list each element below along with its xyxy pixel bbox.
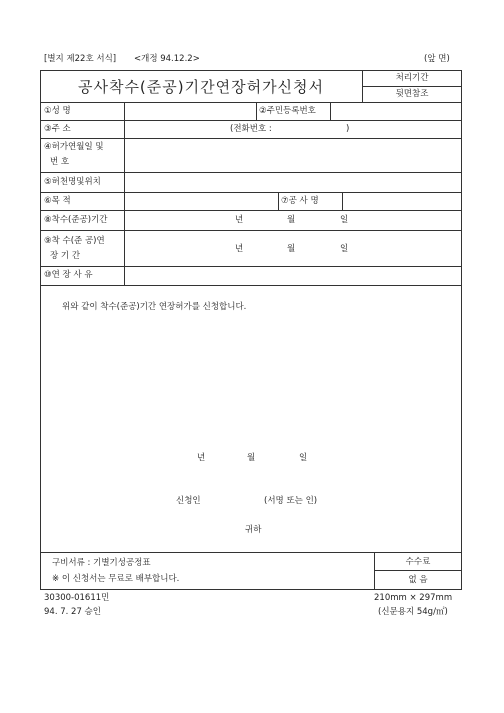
phone-close: ) [346,124,350,134]
period-day: 일 [340,215,349,225]
purpose-label: ⑥목 적 [44,196,71,206]
date-year: 년 [197,453,206,463]
processing-label: 처리기간 [395,73,429,83]
row5-divider-a [278,192,279,210]
paper-size: 210mm × 297mm [374,593,453,603]
notice-text: ※ 이 신청서는 무료로 배부합니다. [52,574,180,584]
row1-divider-a [256,102,257,120]
row8-line [40,285,462,286]
site-label: ⑤허천명및위치 [44,177,101,187]
period-year: 년 [235,215,244,225]
fee-line [374,570,462,571]
title-bottom-line [40,102,462,103]
page-side: (앞 면) [424,54,450,64]
recipient-label: 귀하 [245,525,262,535]
permit-number-label: 번 호 [50,157,70,167]
row1-divider-b [330,102,331,120]
extension-label: ⑨착 수(준 공)연 [44,236,105,246]
signature-label: (서명 또는 인) [264,496,318,506]
period-label: ⑧착수(준공)기간 [44,215,108,225]
period-month: 월 [287,215,296,225]
row6-line [40,230,462,231]
row5-line [40,210,462,211]
reason-label: ⑩연 장 사 유 [44,270,93,280]
processing-divider [362,86,462,87]
fee-label: 수수료 [405,557,431,567]
resident-number-label: ②주민등록번호 [259,106,316,116]
paper-type: (신문용지 54g/㎡) [378,607,448,617]
approval-date: 94. 7. 27 승인 [44,607,101,617]
row7-line [40,266,462,267]
name-label: ①성 명 [44,106,71,116]
statement-text: 위와 같이 착수(준공)기간 연장허가를 신청합니다. [62,302,247,312]
row2-line [40,138,462,139]
form-title: 공사착수(준공)기간연장허가신청서 [77,78,325,96]
revision-note: <개정 94.12.2> [134,54,200,64]
footer-top-line [40,552,462,553]
extension-day: 일 [340,244,349,254]
form-code: 30300-01611민 [44,593,110,603]
processing-value: 뒷면참조 [395,89,429,99]
date-month: 월 [247,453,256,463]
date-day: 일 [299,453,308,463]
row5-divider-b [342,192,343,210]
permit-date-label: ④허가연월일 및 [44,142,104,152]
phone-label: (전화번호 : [230,124,272,134]
extension-year: 년 [235,244,244,254]
row4-line [40,192,462,193]
work-name-label: ⑦공 사 명 [281,196,319,206]
applicant-label: 신청인 [176,496,201,506]
form-number: [별지 제22호 서식] [44,54,117,64]
attachments-text: 구비서류 : 기별기성공정표 [52,558,151,568]
extension-label-2: 장 기 간 [50,251,81,261]
address-label: ③주 소 [44,124,71,134]
extension-month: 월 [287,244,296,254]
label-column-divider [124,102,125,285]
row3-line [40,172,462,173]
fee-value: 없 음 [408,575,428,585]
row1-line [40,120,462,121]
